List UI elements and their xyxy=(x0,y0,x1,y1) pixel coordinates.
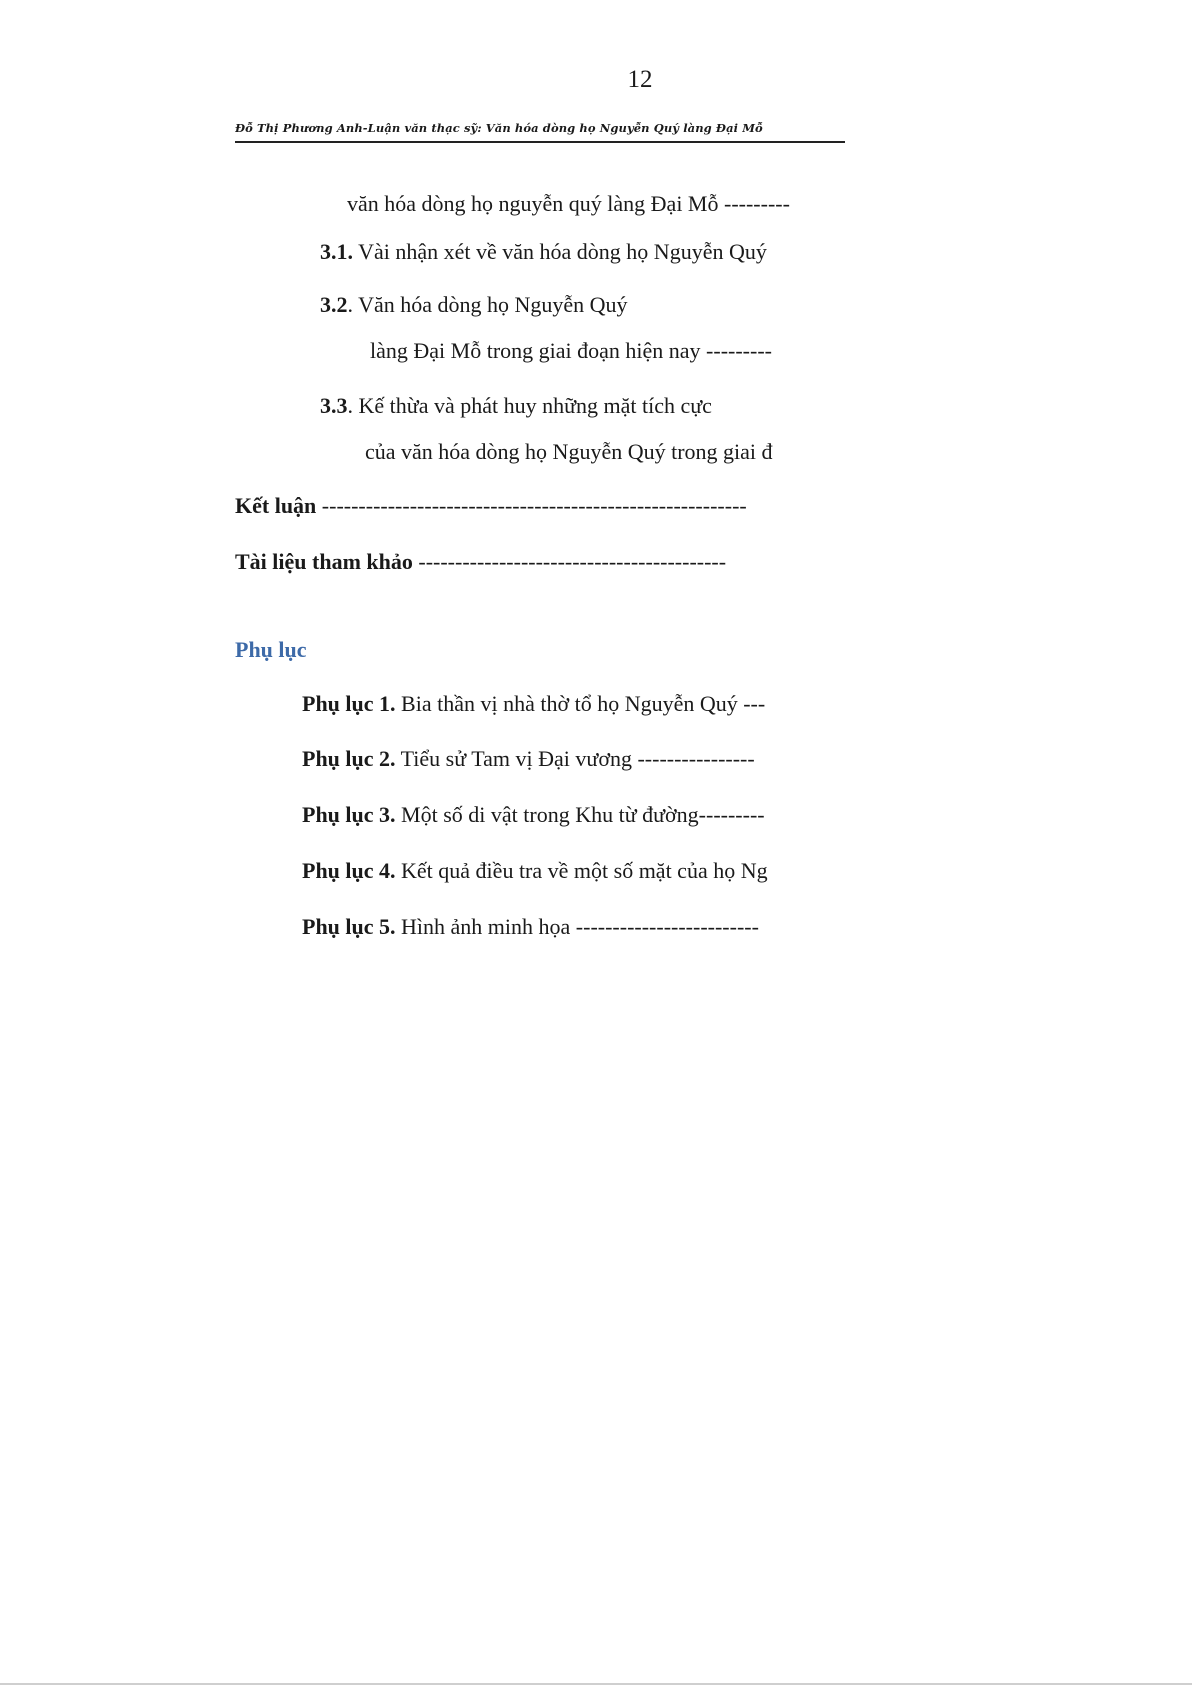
page-number: 12 xyxy=(627,66,653,93)
appendix-item-label: Phụ lục 4. xyxy=(302,858,396,883)
running-header: Đỗ Thị Phương Anh-Luận văn thạc sỹ: Văn hóa dòng họ Nguyễn Quý làng Đại Mỗ xyxy=(235,121,763,135)
appendix-item-label: Phụ lục 3. xyxy=(302,802,396,827)
toc-item-text: . Văn hóa dòng họ Nguyễn Quý xyxy=(347,292,628,317)
toc-item-number: 3.3 xyxy=(320,393,348,418)
header-rule xyxy=(235,141,845,143)
appendix-item-4 xyxy=(302,857,845,885)
toc-item-number: 3.2 xyxy=(320,292,348,317)
toc-line-chapter3-cont: văn hóa dòng họ nguyễn quý làng Đại Mỗ --------- xyxy=(347,191,790,216)
appendix-item-label: Phụ lục 1. xyxy=(302,691,396,716)
toc-item-3-3 xyxy=(320,392,845,420)
toc-ket-luan xyxy=(235,492,845,520)
toc-item-3-2-cont: làng Đại Mỗ trong giai đoạn hiện nay --------- xyxy=(370,338,772,363)
appendix-item-3 xyxy=(302,801,845,829)
toc-ket-luan-label: Kết luận xyxy=(235,493,317,518)
appendix-item-text: Hình ảnh minh họa ------------------------- xyxy=(395,914,759,939)
toc-tai-lieu-dashes: ------------------------------------------ xyxy=(412,549,727,574)
toc-item-number: 3.1. xyxy=(320,239,353,264)
toc-item-3-2 xyxy=(320,291,845,319)
toc-item-3-3-cont: của văn hóa dòng họ Nguyễn Quý trong giai đ xyxy=(365,439,773,464)
toc-item-3-1 xyxy=(320,238,845,266)
appendix-item-2 xyxy=(302,745,845,773)
appendix-item-label: Phụ lục 2. xyxy=(302,746,396,771)
toc-tai-lieu xyxy=(235,548,845,576)
appendix-item-text: Tiểu sử Tam vị Đại vương ---------------- xyxy=(395,746,755,771)
appendix-item-5 xyxy=(302,913,845,941)
appendix-item-text: Kết quả điều tra về một số mặt của họ Ng xyxy=(395,858,768,883)
appendix-item-text: Một số di vật trong Khu từ đường--------- xyxy=(395,802,765,827)
toc-ket-luan-dashes: ---------------------------------------------------------- xyxy=(316,493,747,518)
appendix-item-label: Phụ lục 5. xyxy=(302,914,396,939)
toc-item-text: . Kế thừa và phát huy những mặt tích cực xyxy=(347,393,712,418)
toc-item-text: Vài nhận xét về văn hóa dòng họ Nguyễn Quý xyxy=(353,239,767,264)
appendix-item-1 xyxy=(302,690,845,718)
toc-tai-lieu-label: Tài liệu tham khảo xyxy=(235,549,413,574)
appendix-item-text: Bia thần vị nhà thờ tổ họ Nguyễn Quý --- xyxy=(395,691,766,716)
appendix-title: Phụ lục xyxy=(235,637,307,662)
